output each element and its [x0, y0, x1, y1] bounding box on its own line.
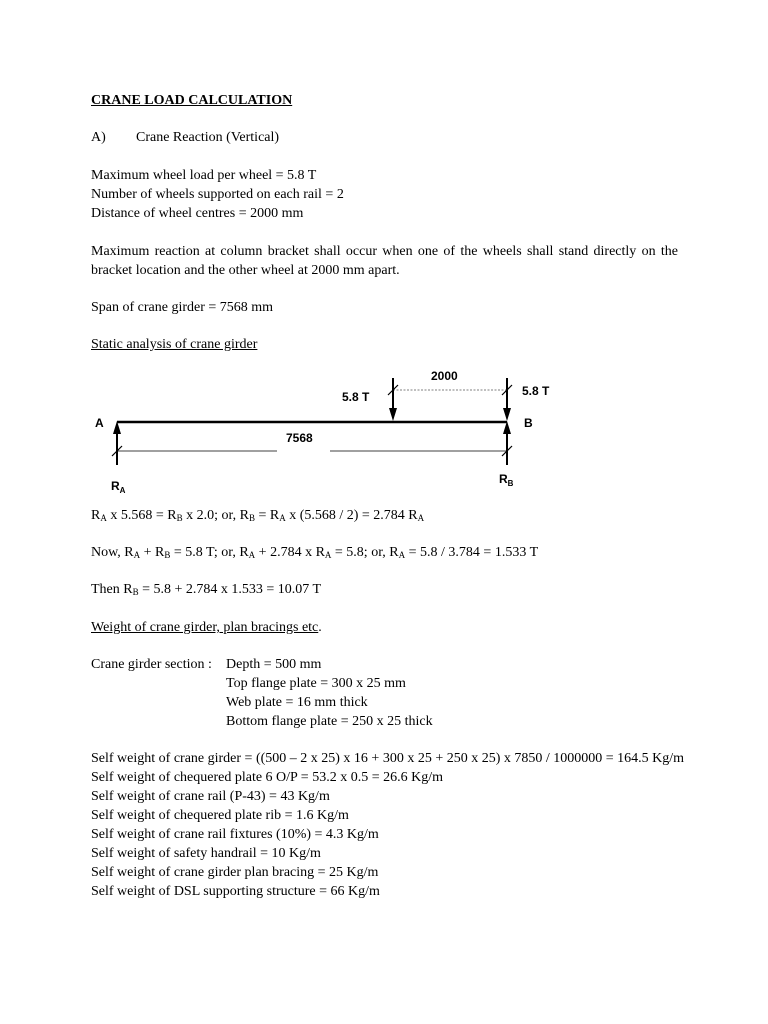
- self-weight-plate-rib: Self weight of chequered plate rib = 1.6 Kg/m: [91, 808, 349, 823]
- load-left-arrow-head: [389, 408, 397, 421]
- reaction-a-label: $R_A$: [111, 479, 126, 495]
- self-weight-dsl-structure: Self weight of DSL supporting structure = 66 Kg/m: [91, 884, 380, 899]
- self-weight-handrail: Self weight of safety handrail = 10 Kg/m: [91, 846, 321, 861]
- load-right-label: 5.8 T: [522, 384, 550, 398]
- section-label: Crane girder section :: [91, 657, 212, 672]
- self-weight-plan-bracing: Self weight of crane girder plan bracing = 25 Kg/m: [91, 865, 379, 880]
- self-weight-crane-rail: Self weight of crane rail (P-43) = 43 Kg/m: [91, 789, 330, 804]
- self-weight-girder: Self weight of crane girder = ((500 – 2 x 25) x 16 + 300 x 25 + 250 x 25) x 7850 / 1000000 = 164.5 Kg/m: [91, 751, 685, 766]
- section-depth: Depth = 500 mm: [226, 657, 322, 672]
- section-a-heading: Crane Reaction (Vertical): [136, 130, 280, 145]
- equation-rb: Then $R_B = 5.8 + 2.784$ x 1.533 = 10.07 T: [91, 582, 322, 597]
- self-weight-rail-fixtures: Self weight of crane rail fixtures (10%) = 4.3 Kg/m: [91, 827, 379, 842]
- equation-moment: $R_A$ x $5.568 = R_B$ x 2.0; or, $R_B = R_A$ x (5.568 / 2) = 2.784 $R_A$: [91, 508, 425, 523]
- section-a-marker: A): [91, 130, 106, 145]
- load-right-arrow-head: [503, 408, 511, 421]
- equation-sum: Now, $R_A + R_B = 5.8$ T; or, $R_A + 2.784$ x $R_A = 5.8$; or, $R_A = 5.8 / 3.784 = 1.533$ T: [91, 545, 539, 560]
- document-title: CRANE LOAD CALCULATION: [91, 93, 293, 108]
- max-reaction-paragraph: Maximum reaction at column bracket shall occur when one of the wheels shall stand directly on the bracket location and the other wheel at 2000 mm apart.: [91, 244, 678, 278]
- section-web-plate: Web plate = 16 mm thick: [226, 695, 368, 710]
- support-a-label: A: [95, 416, 104, 430]
- support-b-label: B: [524, 416, 533, 430]
- section-top-flange: Top flange plate = 300 x 25 mm: [226, 676, 406, 691]
- span-line: Span of crane girder = 7568 mm: [91, 300, 274, 315]
- span-label: 7568: [286, 431, 313, 445]
- section-bottom-flange: Bottom flange plate = 250 x 25 thick: [226, 714, 433, 729]
- static-analysis-heading: Static analysis of crane girder: [91, 337, 258, 352]
- given-wheel-load: Maximum wheel load per wheel = 5.8 T: [91, 168, 317, 183]
- weight-heading: Weight of crane girder, plan bracings etc.: [91, 620, 322, 635]
- self-weight-chequered-plate: Self weight of chequered plate 6 O/P = 53.2 x 0.5 = 26.6 Kg/m: [91, 770, 443, 785]
- load-left-label: 5.8 T: [342, 390, 370, 404]
- given-number-of-wheels: Number of wheels supported on each rail = 2: [91, 187, 344, 202]
- spacing-label: 2000: [431, 369, 458, 383]
- reaction-b-label: $R_B$: [499, 472, 514, 488]
- given-wheel-centres: Distance of wheel centres = 2000 mm: [91, 206, 304, 221]
